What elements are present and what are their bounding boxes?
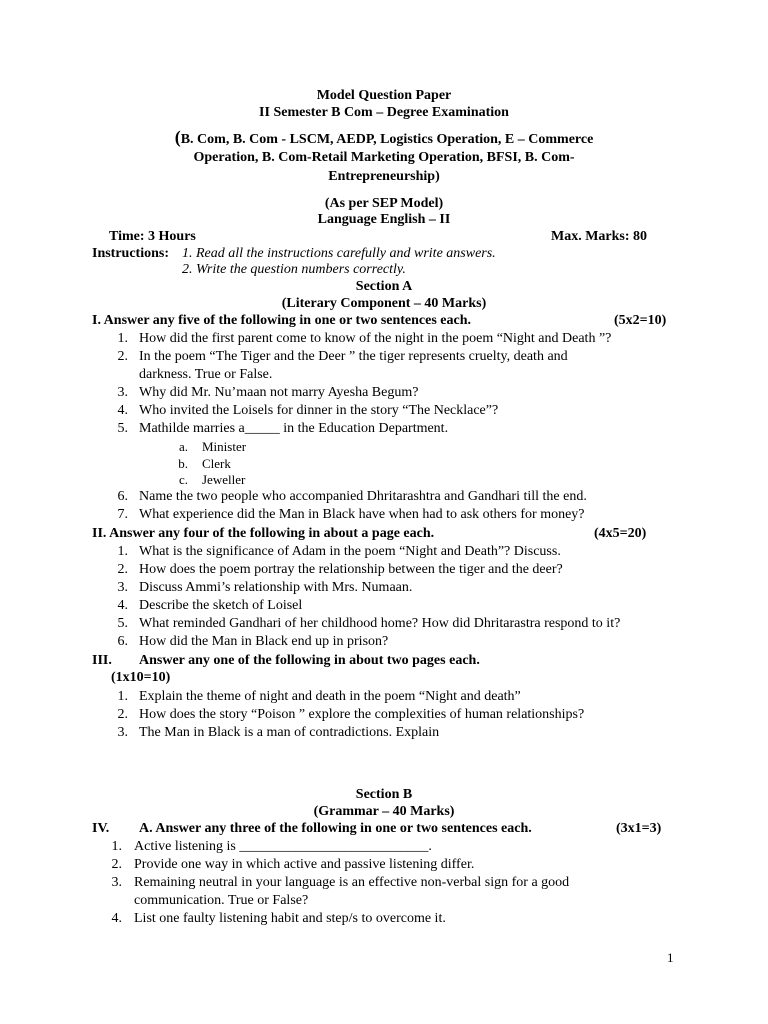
q2-item-text: What reminded Gandhari of her childhood home? How did Dhritarastra respond to it? <box>139 616 621 631</box>
q1-item-number: 3. <box>117 385 128 400</box>
q1-item-text: Who invited the Loisels for dinner in the story “The Necklace”? <box>139 403 499 418</box>
instruction-1: 1. Read all the instructions carefully and write answers. <box>182 246 496 261</box>
section-b-title: Section B <box>355 787 413 802</box>
q3-item-text: Explain the theme of night and death in the poem “Night and death” <box>139 689 521 704</box>
q1-item-text: In the poem “The Tiger and the Deer ” the tiger represents cruelty, death and <box>139 349 568 364</box>
q1-item-text: Why did Mr. Nu’maan not marry Ayesha Begum? <box>139 385 419 400</box>
q1-item-number: 1. <box>117 331 128 346</box>
time-label: Time: 3 Hours <box>109 229 196 244</box>
q4-item-number: 3. <box>111 875 122 890</box>
q1-marks: (5x2=10) <box>614 313 667 328</box>
programmes-open-paren: ( <box>174 127 181 147</box>
q1-item-number: 2. <box>117 349 128 364</box>
q4-heading: A. Answer any three of the following in one or two sentences each. <box>139 821 532 836</box>
q1-item-text: Mathilde marries a_____ in the Education Department. <box>139 421 449 436</box>
q1-item-text: How did the first parent come to know of the night in the poem “Night and Death ”? <box>139 331 612 346</box>
q4-item-text-continued: communication. True or False? <box>134 893 309 908</box>
q2-item-text: Describe the sketch of Loisel <box>139 598 303 613</box>
q2-heading: II. Answer any four of the following in about a page each. <box>92 526 435 541</box>
model-line: (As per SEP Model) <box>324 196 444 211</box>
q3-heading: Answer any one of the following in about two pages each. <box>139 653 480 668</box>
q1-item-number: 6. <box>117 489 128 504</box>
q4-item-text: Provide one way in which active and passive listening differ. <box>134 857 475 872</box>
q1-option-text: Minister <box>202 439 247 454</box>
section-b-subtitle: (Grammar – 40 Marks) <box>313 804 455 819</box>
q1-item-text-continued: darkness. True or False. <box>139 367 273 382</box>
q4-roman: IV. <box>92 821 110 836</box>
q2-item-text: How did the Man in Black end up in prison? <box>139 634 389 649</box>
q3-item-number: 2. <box>117 707 128 722</box>
instructions-label: Instructions: <box>92 246 170 261</box>
programmes-text-1: B. Com, B. Com - LSCM, AEDP, Logistics Operation, E – Commerce <box>180 132 594 147</box>
section-a-title: Section A <box>355 279 413 294</box>
semester-line: II Semester B Com – Degree Examination <box>259 105 509 120</box>
q3-item-number: 3. <box>117 725 128 740</box>
q2-item-text: What is the significance of Adam in the poem “Night and Death”? Discuss. <box>139 544 561 559</box>
q2-item-number: 3. <box>117 580 128 595</box>
q2-marks: (4x5=20) <box>594 526 647 541</box>
paper-title: Model Question Paper <box>316 88 452 103</box>
page-number: 1 <box>667 950 674 965</box>
q4-item-text: Remaining neutral in your language is an effective non-verbal sign for a good <box>134 875 570 890</box>
q2-item-number: 5. <box>117 616 128 631</box>
programmes-line-2: Operation, B. Com-Retail Marketing Operation, BFSI, B. Com- <box>193 150 575 165</box>
q4-item-number: 2. <box>111 857 122 872</box>
q3-item-text: How does the story “Poison ” explore the complexities of human relationships? <box>139 707 585 722</box>
q1-item-text: Name the two people who accompanied Dhritarashtra and Gandhari till the end. <box>139 489 587 504</box>
instruction-2: 2. Write the question numbers correctly. <box>182 262 406 277</box>
subject-line: Language English – II <box>317 212 451 227</box>
q1-item-number: 7. <box>117 507 128 522</box>
max-marks-label: Max. Marks: 80 <box>551 229 648 244</box>
q4-item-text: Active listening is ___________________________. <box>134 839 432 854</box>
q4-marks: (3x1=3) <box>616 821 662 836</box>
q2-item-number: 6. <box>117 634 128 649</box>
q1-option-letter: c. <box>178 472 188 487</box>
q1-item-number: 5. <box>117 421 128 436</box>
q2-item-number: 2. <box>117 562 128 577</box>
q1-heading: I. Answer any five of the following in one or two sentences each. <box>92 313 472 328</box>
q1-item-text: What experience did the Man in Black have when had to ask others for money? <box>139 507 585 522</box>
q3-roman: III. <box>92 653 112 668</box>
q2-item-text: Discuss Ammi’s relationship with Mrs. Numaan. <box>139 580 413 595</box>
q4-item-text: List one faulty listening habit and step/s to overcome it. <box>134 911 446 926</box>
q1-option-letter: b. <box>178 456 188 471</box>
q1-option-text: Clerk <box>202 456 231 471</box>
programmes-line-3: Entrepreneurship) <box>328 169 440 184</box>
q4-item-number: 1. <box>111 839 122 854</box>
q3-item-text: The Man in Black is a man of contradictions. Explain <box>139 725 440 740</box>
q2-item-text: How does the poem portray the relationship between the tiger and the deer? <box>139 562 563 577</box>
q2-item-number: 1. <box>117 544 128 559</box>
q3-item-number: 1. <box>117 689 128 704</box>
section-a-subtitle: (Literary Component – 40 Marks) <box>281 296 487 311</box>
q4-item-number: 4. <box>111 911 122 926</box>
q1-item-number: 4. <box>117 403 128 418</box>
q1-option-letter: a. <box>178 439 188 454</box>
programmes-line-1 <box>0 127 768 148</box>
q3-marks: (1x10=10) <box>111 670 171 685</box>
q1-option-text: Jeweller <box>202 472 246 487</box>
q2-item-number: 4. <box>117 598 128 613</box>
